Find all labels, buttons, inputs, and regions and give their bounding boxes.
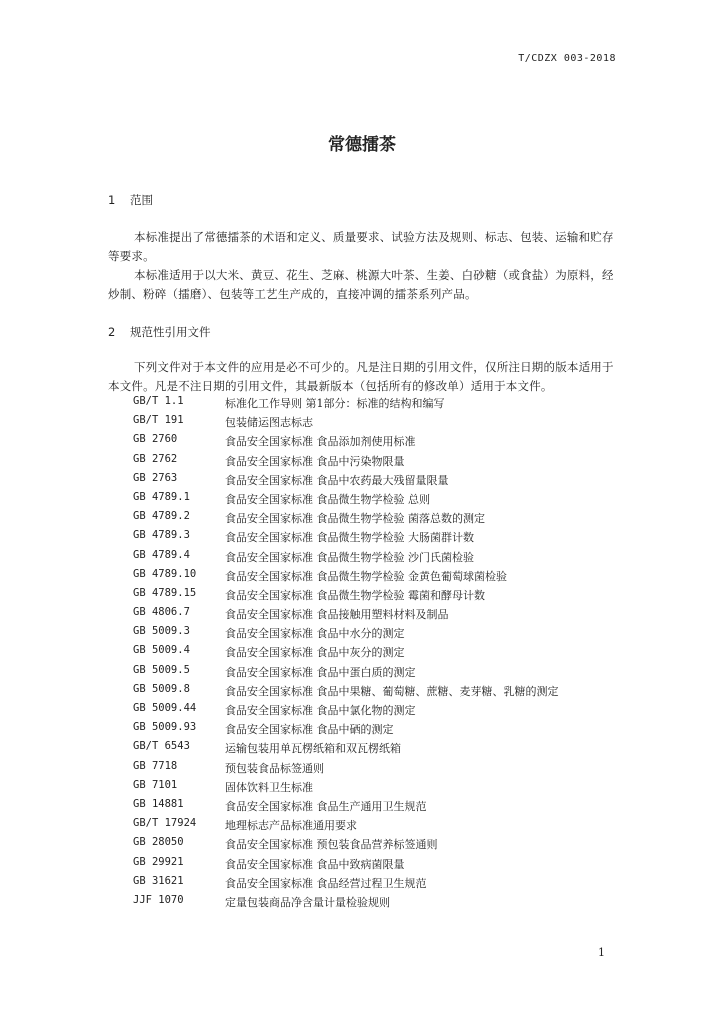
reference-row <box>133 683 633 702</box>
reference-row <box>133 721 633 740</box>
reference-title: 地理标志产品标准通用要求 <box>225 819 357 833</box>
references-intro: 下列文件对于本文件的应用是必不可少的。凡是注日期的引用文件，仅所注日期的版本适用于本文件。凡是不注日期的引用文件，其最新版本（包括所有的修改单）适用于本文件。 <box>108 360 614 393</box>
reference-code: GB 4789.10 <box>133 567 197 580</box>
reference-title: 食品安全国家标准 食品中果糖、葡萄糖、蔗糖、麦芽糖、乳糖的测定 <box>225 684 559 698</box>
reference-title: 食品安全国家标准 食品经营过程卫生规范 <box>225 876 427 890</box>
reference-code: GB 4789.4 <box>133 548 190 561</box>
section-2-title: 规范性引用文件 <box>130 325 211 339</box>
reference-row <box>133 491 633 510</box>
reference-code: GB 4806.7 <box>133 606 190 619</box>
reference-row <box>133 529 633 548</box>
section-2-heading <box>108 324 211 340</box>
reference-title: 定量包装商品净含量计量检验规则 <box>225 895 390 909</box>
reference-code: GB 14881 <box>133 797 184 810</box>
reference-row <box>133 894 633 913</box>
reference-code: GB/T 6543 <box>133 740 190 753</box>
reference-code: GB 2762 <box>133 452 178 465</box>
reference-title: 食品安全国家标准 食品接触用塑料材料及制品 <box>225 608 449 622</box>
reference-title: 食品安全国家标准 食品添加剂使用标准 <box>225 435 416 449</box>
reference-row <box>133 453 633 472</box>
reference-code: GB 7718 <box>133 759 178 772</box>
reference-title: 预包装食品标签通则 <box>225 761 324 775</box>
reference-title: 食品安全国家标准 预包装食品营养标签通则 <box>225 838 438 852</box>
reference-code: GB 5009.93 <box>133 721 197 734</box>
document-code: T/CDZX 003-2018 <box>518 53 616 64</box>
reference-title: 食品安全国家标准 食品生产通用卫生规范 <box>225 799 427 813</box>
reference-code: GB 5009.4 <box>133 644 190 657</box>
reference-code: GB 31621 <box>133 874 184 887</box>
reference-title: 食品安全国家标准 食品微生物学检验 菌落总数的测定 <box>225 512 485 526</box>
reference-code: GB/T 17924 <box>133 817 197 830</box>
reference-title: 食品安全国家标准 食品中农药最大残留量限量 <box>225 473 449 487</box>
reference-row <box>133 644 633 663</box>
section-2-number: 2 <box>108 325 116 339</box>
reference-code: GB 5009.5 <box>133 663 190 676</box>
reference-code: GB 7101 <box>133 778 178 791</box>
reference-row <box>133 760 633 779</box>
scope-paragraph-1: 本标准提出了常德擂茶的术语和定义、质量要求、试验方法及规则、标志、包装、运输和贮存等要求。 <box>108 230 614 263</box>
section-1-title: 范围 <box>130 193 153 207</box>
section-1-heading <box>108 192 153 208</box>
reference-row <box>133 568 633 587</box>
reference-title: 食品安全国家标准 食品中致病菌限量 <box>225 857 405 871</box>
reference-row <box>133 702 633 721</box>
reference-code: GB 4789.1 <box>133 490 190 503</box>
reference-title: 标准化工作导则 第1部分：标准的结构和编写 <box>225 397 445 410</box>
reference-code: GB 2763 <box>133 471 178 484</box>
reference-title: 食品安全国家标准 食品中水分的测定 <box>225 627 405 641</box>
reference-title: 食品安全国家标准 食品微生物学检验 霉菌和酵母计数 <box>225 588 485 602</box>
reference-row <box>133 625 633 644</box>
reference-code: GB 4789.2 <box>133 510 190 523</box>
reference-code: GB 5009.8 <box>133 682 190 695</box>
section-1-number: 1 <box>108 193 116 207</box>
reference-code: GB 4789.15 <box>133 586 197 599</box>
reference-title: 运输包装用单瓦楞纸箱和双瓦楞纸箱 <box>225 742 401 756</box>
reference-row <box>133 740 633 759</box>
reference-row <box>133 664 633 683</box>
reference-title: 食品安全国家标准 食品中污染物限量 <box>225 454 405 468</box>
reference-code: GB/T 1.1 <box>133 395 184 407</box>
reference-row <box>133 395 633 414</box>
page-number: 1 <box>598 946 605 959</box>
reference-row <box>133 779 633 798</box>
reference-code: GB 4789.3 <box>133 529 190 542</box>
reference-row <box>133 875 633 894</box>
reference-row <box>133 433 633 452</box>
reference-title: 食品安全国家标准 食品中氯化物的测定 <box>225 704 416 717</box>
reference-title: 食品安全国家标准 食品中灰分的测定 <box>225 646 405 660</box>
reference-title: 食品安全国家标准 食品微生物学检验 金黄色葡萄球菌检验 <box>225 569 507 583</box>
reference-code: GB 5009.3 <box>133 625 190 638</box>
reference-row <box>133 836 633 855</box>
reference-code: GB 5009.44 <box>133 702 197 714</box>
reference-title: 食品安全国家标准 食品中硒的测定 <box>225 723 394 737</box>
reference-title: 固体饮料卫生标准 <box>225 780 313 794</box>
reference-code: GB 2760 <box>133 433 178 446</box>
references-list <box>133 395 633 913</box>
scope-paragraph-2: 本标准适用于以大米、黄豆、花生、芝麻、桃源大叶茶、生姜、白砂糖（或食盐）为原料，经炒制、粉碎（擂磨）、包装等工艺生产成的，直接冲调的擂茶系列产品。 <box>108 268 614 301</box>
reference-title: 食品安全国家标准 食品微生物学检验 沙门氏菌检验 <box>225 550 474 564</box>
reference-title: 食品安全国家标准 食品中蛋白质的测定 <box>225 665 416 679</box>
reference-row <box>133 472 633 491</box>
reference-code: JJF 1070 <box>133 893 184 906</box>
reference-title: 包装储运图志标志 <box>225 416 313 430</box>
reference-title: 食品安全国家标准 食品微生物学检验 大肠菌群计数 <box>225 531 474 545</box>
reference-row <box>133 798 633 817</box>
reference-code: GB 29921 <box>133 855 184 868</box>
page-title: 常德擂茶 <box>328 135 396 155</box>
reference-code: GB/T 191 <box>133 414 184 427</box>
reference-row <box>133 510 633 529</box>
reference-row <box>133 587 633 606</box>
reference-row <box>133 414 633 433</box>
reference-title: 食品安全国家标准 食品微生物学检验 总则 <box>225 492 430 506</box>
reference-row <box>133 549 633 568</box>
reference-row <box>133 817 633 836</box>
reference-code: GB 28050 <box>133 836 184 849</box>
reference-row <box>133 606 633 625</box>
reference-row <box>133 856 633 875</box>
